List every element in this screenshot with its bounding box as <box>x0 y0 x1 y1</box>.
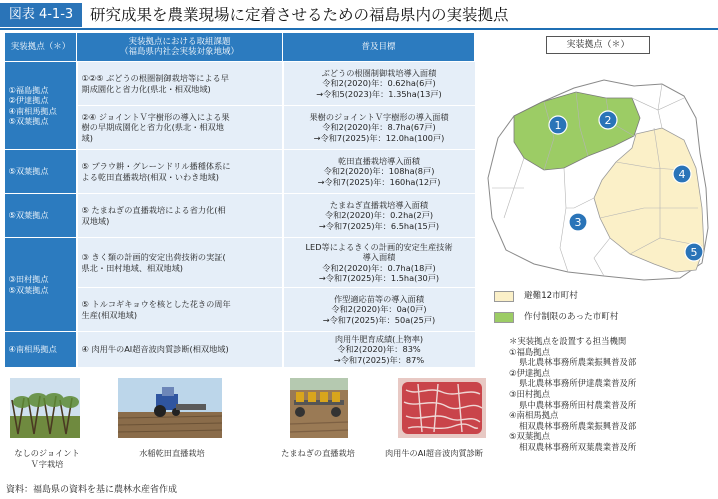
site-cell: ⑤双葉拠点 <box>5 150 77 194</box>
beef-marbling-photo <box>398 378 486 438</box>
rice-direct-seeding-photo <box>118 378 222 438</box>
site-cell: ③田村拠点 ⑤双葉拠点 <box>5 238 77 332</box>
organization-heading: ＊実装拠点を設置する担当機関 <box>509 336 627 346</box>
header-site: 実装拠点（＊） <box>5 33 77 62</box>
fukushima-map <box>484 58 714 283</box>
source-note: 資料：福島県の資料を基に農林水産省作成 <box>6 485 178 495</box>
marker-3 <box>569 213 587 231</box>
org-name: 相双農林事務所双葉農業普及所 <box>519 441 637 452</box>
sites-table <box>4 32 475 368</box>
header-task: 実装拠点における取組課題 （福島県内社会実装対象地域） <box>77 33 283 62</box>
task-cell: ②④ ジョイントＶ字樹形の導入による果 樹の早期成園化と省力化(県北・相双地 域) <box>77 106 283 150</box>
marker-5 <box>685 243 703 261</box>
target-cell: たまねぎ直播栽培導入面積 令和2(2020)年：0.2ha(2戸) →令和7(2025)年：6.5ha(15戸) <box>283 194 475 238</box>
table-row <box>5 150 475 194</box>
map-title: 実装拠点（＊） <box>546 36 650 54</box>
svg-text:2: 2 <box>604 114 612 127</box>
table-row <box>5 332 475 368</box>
task-cell: ④ 肉用牛のAI超音波肉質診断(相双地域) <box>77 332 283 368</box>
svg-text:1: 1 <box>554 119 562 132</box>
table-row <box>5 62 475 106</box>
org-name: 県北農林事務所農業振興普及部 <box>519 357 637 368</box>
photo-caption: たまねぎの直播栽培 <box>281 448 355 458</box>
org-site: ⑤双葉拠点 <box>509 431 551 442</box>
legend-swatch-restricted <box>494 312 514 323</box>
table-row <box>5 194 475 238</box>
legend-label-evacuation: 避難12市町村 <box>524 291 578 301</box>
org-name: 県中農林事務所田村農業普及所 <box>519 399 637 410</box>
svg-text:5: 5 <box>690 246 698 259</box>
svg-text:3: 3 <box>574 216 582 229</box>
task-cell: ⑤ プラウ耕・グレーンドリル播種体系に よる乾田直播栽培(相双・いわき地域) <box>77 150 283 194</box>
marker-2 <box>599 111 617 129</box>
org-site: ①福島拠点 <box>509 346 551 357</box>
photo-caption: なしのジョイント Ｖ字栽培 <box>14 448 80 469</box>
org-name: 相双農林事務所農業振興普及部 <box>519 420 637 431</box>
site-cell: ①福島拠点 ②伊達拠点 ④南相馬拠点 ⑤双葉拠点 <box>5 62 77 150</box>
legend-label-restricted: 作付制限のあった市町村 <box>524 312 619 322</box>
onion-direct-seeding-photo <box>290 378 348 438</box>
org-site: ③田村拠点 <box>509 388 551 399</box>
table-header-row <box>5 33 475 62</box>
target-cell: 乾田直播栽培導入面積 令和2(2020)年：108ha(8戸) →令和7(2025)年：160ha(12戸) <box>283 150 475 194</box>
target-cell: ぶどうの根圏制御栽培導入面積 令和2(2020)年：0.62ha(6戸) →令和5(2023)年：1.35ha(13戸) <box>283 62 475 106</box>
figure-title: 研究成果を農業現場に定着させるための福島県内の実装拠点 <box>90 6 509 24</box>
photo-caption: 肉用牛のAI超音波肉質診断 <box>384 448 484 458</box>
task-cell: ⑤ たまねぎの直播栽培による省力化(相 双地域) <box>77 194 283 238</box>
organization-list <box>509 336 636 453</box>
org-name: 県北農林事務所伊達農業普及所 <box>519 378 637 389</box>
task-cell: ⑤ トルコギキョウを核とした花きの周年 生産(相双地域) <box>77 288 283 332</box>
pear-v-trellis-photo <box>10 378 80 438</box>
photo-caption: 水稲乾田直播栽培 <box>139 448 205 458</box>
table-row <box>5 238 475 288</box>
marker-4 <box>673 165 691 183</box>
target-cell: LED等によるきくの計画的安定生産技術 導入面積 令和2(2020)年：0.7ha(18戸) →令和7(2025)年：1.5ha(30戸) <box>283 238 475 288</box>
org-site: ④南相馬拠点 <box>509 410 559 421</box>
figure-header <box>0 0 718 30</box>
site-cell: ④南相馬拠点 <box>5 332 77 368</box>
svg-text:4: 4 <box>678 168 686 181</box>
task-cell: ③ きく類の計画的安定出荷技術の実証( 県北・田村地域、相双地域) <box>77 238 283 288</box>
org-site: ②伊達拠点 <box>509 367 551 378</box>
task-cell: ①②⑤ ぶどうの根圏制御栽培等による早 期成園化と省力化(県北・相双地域) <box>77 62 283 106</box>
legend-swatch-evacuation <box>494 291 514 302</box>
target-cell: 作型適応苗等の導入面積 令和2(2020)年：0a(0戸) →令和7(2025)年：50a(25戸) <box>283 288 475 332</box>
site-cell: ⑤双葉拠点 <box>5 194 77 238</box>
target-cell: 果樹のジョイントＶ字樹形の導入面積 令和2(2020)年：8.7ha(67戸) →令和7(2025)年：12.0ha(100戸) <box>283 106 475 150</box>
figure-number: 図表 4-1-3 <box>0 3 82 27</box>
marker-1 <box>549 116 567 134</box>
header-target: 普及目標 <box>283 33 475 62</box>
target-cell: 肉用牛肥育成績(上物率) 令和2(2020)年：83% →令和7(2025)年：87% <box>283 332 475 368</box>
